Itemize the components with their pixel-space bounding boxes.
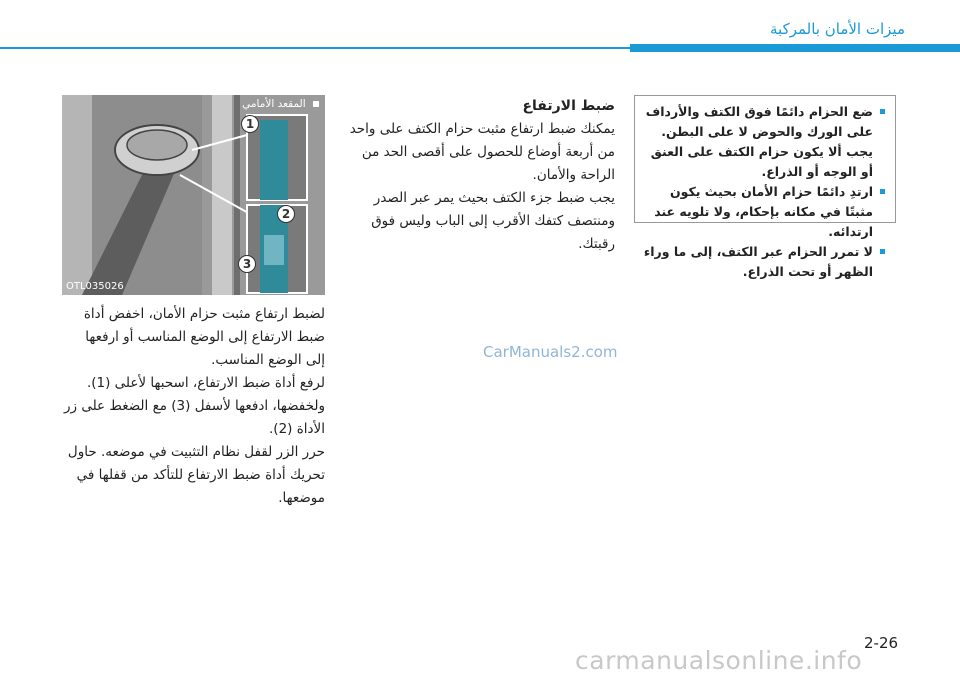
caution-item: ارتدِ دائمًا حزام الأمان بحيث يكون مثبتًا في مكانه بإحكام، ولا تلويه عند ارتدائه. [641,182,887,242]
header-rule [0,47,630,49]
figure-badge: 2 [277,205,295,223]
paragraph: يمكنك ضبط ارتفاع مثبت حزام الكتف على واحد من أربعة أوضاع للحصول على أقصى الحد من الراحة والأمان. [349,121,615,183]
height-adjustment-section [345,95,615,256]
caution-item: ضع الحزام دائمًا فوق الكتف والأرداف على الورك والحوض لا على البطن. يجب ألا يكون حزام الكتف على العنق أو الوجه أو الذراع. [641,102,887,182]
page-number: 2-26 [864,634,899,652]
seat-belt-illustration [62,95,325,295]
paragraph: حرر الزر لقفل نظام التثبيت في موضعه. حاول تحريك أداة ضبط الارتفاع للتأكد من قفلها في موضعها. [67,444,325,506]
figure-code: OTL035026 [66,281,124,292]
figure-label [242,98,319,110]
paragraph: لرفع أداة ضبط الارتفاع، اسحبها لأعلى (1). [86,375,325,391]
header-accent-bar [630,44,960,52]
header-title: ميزات الأمان بالمركبة [770,20,905,38]
paragraph: يجب ضبط جزء الكتف بحيث يمر عبر الصدر ومنتصف كتفك الأقرب إلى الباب وليس فوق رقبتك. [371,190,615,252]
figure-label-text: المقعد الأمامي [242,98,306,110]
figure-badge: 3 [238,255,256,273]
square-bullet-icon [313,101,319,107]
caution-box [634,95,896,279]
caution-item: لا تمرر الحزام عبر الكتف، إلى ما وراء الظهر أو تحت الذراع. [641,242,887,282]
figure-badge: 1 [241,115,259,133]
paragraph: ولخفضها، ادفعها لأسفل (3) مع الضغط على زر الأداة (2). [63,398,325,437]
adjustment-instructions [62,303,325,510]
section-heading: ضبط الارتفاع [522,98,615,114]
site-watermark: carmanualsonline.info [575,646,863,675]
watermark: CarManuals2.com [483,343,618,361]
paragraph: لضبط ارتفاع مثبت حزام الأمان، اخفض أداة ضبط الارتفاع إلى الوضع المناسب أو ارفعها إلى الوضع المناسب. [83,306,325,368]
seat-belt-figure [62,95,325,295]
